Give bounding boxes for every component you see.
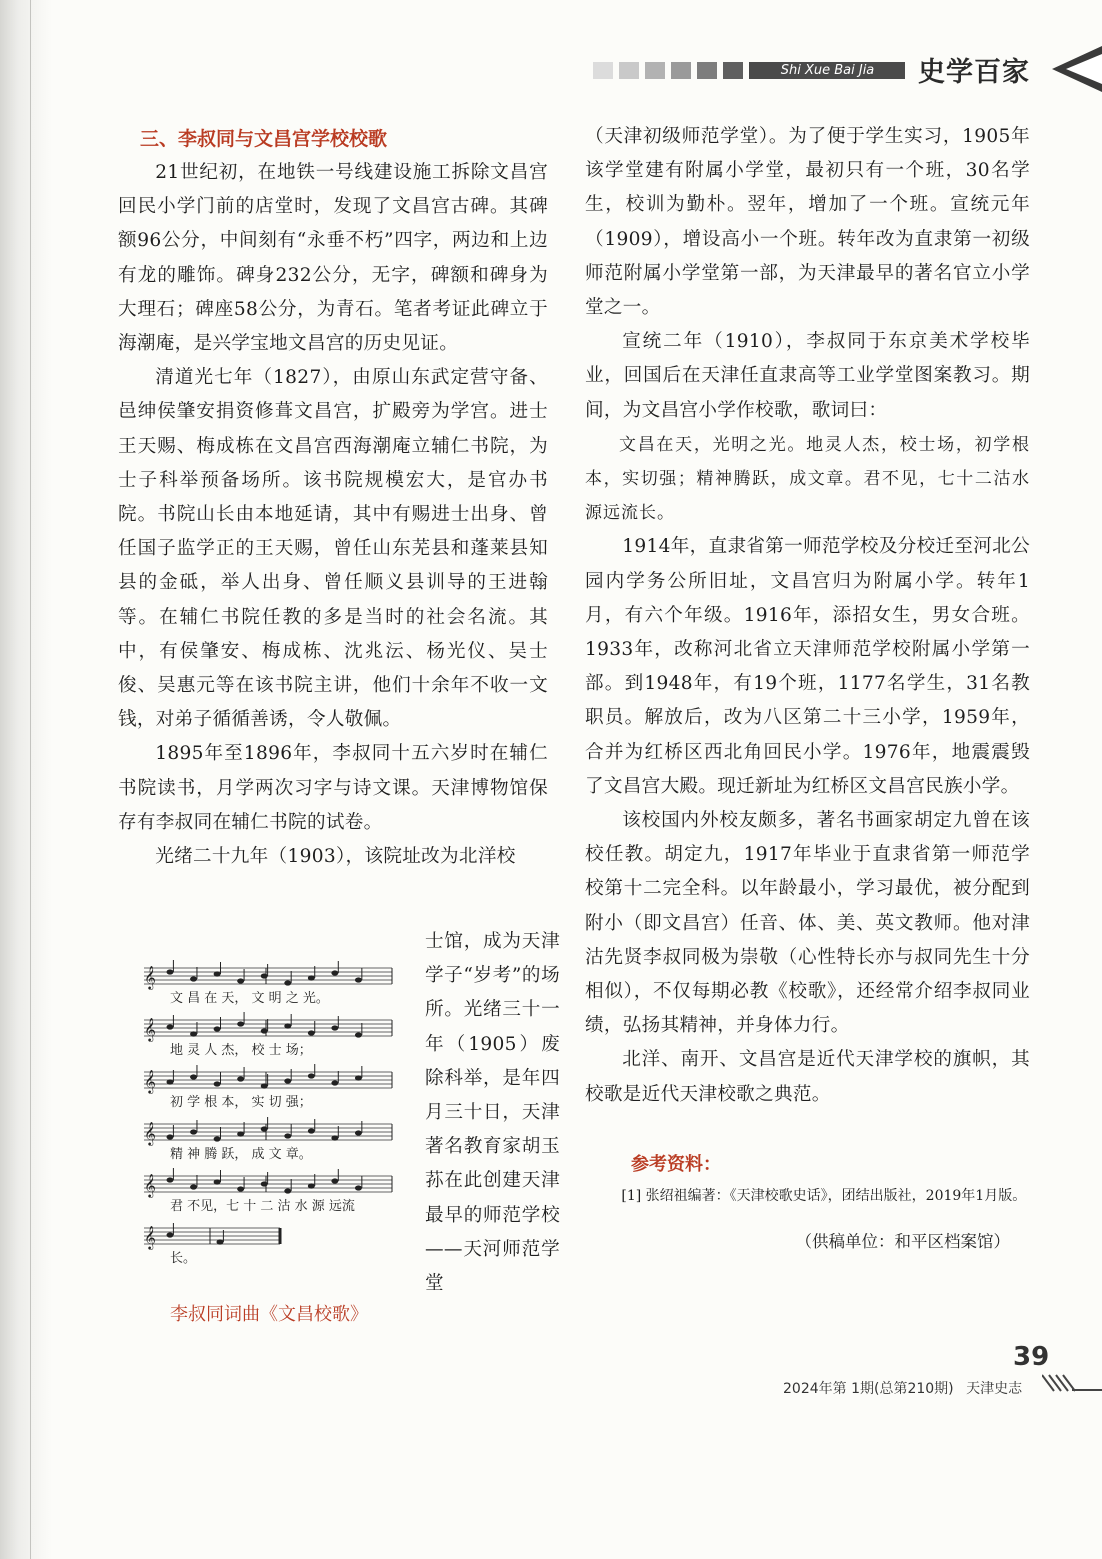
- score-lyric-line: 初 学 根 本， 实 切 强；: [170, 1095, 312, 1110]
- score-staff-row: [144, 1168, 392, 1214]
- page-gutter-line: [30, 0, 31, 1559]
- score-staff-row: [144, 1117, 392, 1162]
- section-title: 三、李叔同与文昌宫学校校歌: [140, 128, 388, 150]
- score-note: [214, 1136, 221, 1141]
- score-staff-row: [144, 1223, 280, 1266]
- score-note: [331, 1135, 338, 1140]
- score-note: [217, 1239, 224, 1244]
- right-paragraph-1: （天津初级师范学堂）。为了便于学生实习，1905年该学堂建有附属小学堂，最初只有一个班，30名学生，校训为勤朴。翌年，增加了一个班。宣统元年（1909），增设高小一个班。转年改为直隶第一初级师范附属小学堂第一部，为天津最早的著名官立小学堂之一。: [585, 126, 1030, 319]
- score-lyric-line: 精 神 腾 跃， 成 文 章。: [170, 1147, 312, 1162]
- score-note: [214, 971, 221, 976]
- score-note: [167, 1134, 174, 1139]
- score-lyric-line: 长。: [170, 1251, 197, 1266]
- header-block: [671, 62, 691, 79]
- score-note: [331, 970, 338, 975]
- score-note: [261, 1181, 268, 1186]
- treble-clef-icon: 𝄞: [144, 1017, 156, 1041]
- page-number: 39: [1013, 1342, 1050, 1372]
- right-paragraph-3: 1914年，直隶省第一师范学校及分校迁至河北公园内学务公所旧址，文昌宫归为附属小学。转年1月，有六个年级。1916年，添招女生，男女合班。1933年，改称河北省立天津师范学校附属小学第一部。到1948年，有19个班，1177名学生，31名教职员。解放后，改为八区第二十三小学，1959年，合并为红桥区西北角回民小学。1976年，地震震毁了文昌宫大殿。现迁新址为红桥区文昌宫民族小学。: [585, 536, 1030, 797]
- score-note: [355, 1185, 362, 1190]
- score-note: [261, 1126, 268, 1131]
- score-note: [214, 1081, 221, 1086]
- score-note: [308, 1073, 315, 1078]
- score-note: [167, 1079, 174, 1084]
- score-note: [167, 969, 174, 974]
- school-song-lyrics: 文昌在天，光明之光。地灵人杰，校士场，初学根本，实切强；精神腾跃，成文章。君不见，七十二沽水源远流长。: [585, 434, 1030, 524]
- score-note: [237, 978, 244, 983]
- left-paragraph-3: 1895年至1896年，李叔同十五六岁时在辅仁书院读书，月学两次习字与诗文课。天津博物馆保存有李叔同在辅仁书院的试卷。: [118, 743, 548, 833]
- score-note: [308, 975, 315, 980]
- header-series-title: 史学百家: [918, 57, 1030, 88]
- score-note: [167, 1024, 174, 1029]
- footer-journal-name: 天津史志: [966, 1381, 1023, 1397]
- score-note: [284, 1078, 291, 1083]
- source-credit: （供稿单位：和平区档案馆）: [795, 1231, 1010, 1251]
- left-wrapped-paragraph: 士馆，成为天津学子“岁考”的场所。光绪三十一年（1905）废除科举，是年四月三十日，天津著名教育家胡玉荪在此创建天津最早的师范学校——天河师范学堂: [425, 931, 560, 1295]
- score-note: [190, 1074, 197, 1079]
- score-note: [308, 1183, 315, 1188]
- header-block: [723, 62, 743, 79]
- score-note: [261, 973, 268, 978]
- references-title: 参考资料：: [631, 1153, 721, 1175]
- score-note: [190, 1031, 197, 1036]
- score-staff-row: [144, 1012, 392, 1058]
- score-staff-row: [144, 960, 392, 1006]
- score-caption: 李叔同词曲《文昌校歌》: [170, 1304, 368, 1325]
- score-note: [355, 1075, 362, 1080]
- score-note: [355, 1032, 362, 1037]
- right-column: [585, 120, 1030, 1252]
- score-note: [261, 1028, 268, 1033]
- score-note: [190, 1184, 197, 1189]
- score-note: [355, 977, 362, 982]
- left-paragraph-4: 光绪二十九年（1903），该院址改为北洋校: [155, 846, 516, 868]
- score-note: [214, 1026, 221, 1031]
- left-column: [118, 120, 548, 874]
- score-lyric-line: 地 灵 人 杰， 校 士 场；: [170, 1043, 312, 1058]
- score-note: [284, 1133, 291, 1138]
- left-paragraph-1: 21世纪初，在地铁一号线建设施工拆除文昌宫回民小学门前的店堂时，发现了文昌宫古碑。其碑额96公分，中间刻有“永垂不朽”四字，两边和上边有龙的雕饰。碑身232公分，无字，碑额和碑身为大理石；碑座58公分，为青石。笔者考证此碑立于海潮庵，是兴学宝地文昌宫的历史见证。: [118, 162, 548, 355]
- score-note: [167, 1177, 174, 1182]
- reference-item: [1] 张绍祖编著：《天津校歌史话》，团结出版社，2019年1月版。: [621, 1187, 1027, 1204]
- score-note: [237, 1131, 244, 1136]
- book-spine-shadow: [0, 0, 52, 1559]
- header-block: [697, 62, 717, 79]
- right-paragraph-5: 北洋、南开、文昌宫是近代天津学校的旗帜，其校歌是近代天津校歌之典范。: [585, 1049, 1030, 1105]
- score-note: [284, 1023, 291, 1028]
- header-block: [593, 62, 613, 79]
- score-note: [237, 1186, 244, 1191]
- music-score: [140, 960, 400, 1280]
- right-paragraph-4: 该校国内外校友颇多，著名书画家胡定九曾在该校任教。胡定九，1917年毕业于直隶省第一师范学校第十二完全科。以年龄最小，学习最优，被分配到附小（即文昌宫）任音、体、美、英文教师。他对津沽先贤李叔同极为崇敬（心性特长亦与叔同先生十分相似），不仅每期必教《校歌》，还经常介绍李叔同业绩，弘扬其精神，并身体力行。: [585, 810, 1030, 1037]
- left-wrapped-text: [425, 925, 560, 1301]
- score-staff-row: [144, 1064, 392, 1110]
- score-note: [308, 1128, 315, 1133]
- score-note: [284, 1188, 291, 1193]
- score-lyric-line: 文 昌 在 天， 文 明 之 光。: [170, 991, 329, 1006]
- score-note: [167, 1232, 174, 1237]
- score-note: [190, 976, 197, 981]
- footer-stripes-icon: [1042, 1373, 1102, 1393]
- right-paragraph-2: 宣统二年（1910），李叔同于东京美术学校毕业，回国后在天津任直隶高等工业学堂图案教习。期间，为文昌宫小学作校歌，歌词曰：: [585, 331, 1030, 421]
- score-note: [237, 1076, 244, 1081]
- score-note: [308, 1030, 315, 1035]
- score-note: [190, 1129, 197, 1134]
- treble-clef-icon: 𝄞: [144, 1225, 156, 1249]
- score-note: [331, 1025, 338, 1030]
- left-paragraph-2: 清道光七年（1827），由原山东武定营守备、邑绅侯肇安捐资修葺文昌宫，扩殿旁为学宫。进士王天赐、梅成栋在文昌宫西海潮庵立辅仁书院，为士子科举预备场所。该书院规模宏大，是官办书院。书院山长由本地延请，其中有赐进士出身、曾任国子监学正的王天赐，曾任山东芜县和蓬莱县知县的金砥，举人出身、曾任顺义县训导的王进翰等。在辅仁书院任教的多是当时的社会名流。其中，有侯肇安、梅成栋、沈兆沄、杨光仪、吴士俊、吴惠元等在该书院主讲，他们十余年不收一文钱，对弟子循循善诱，令人敬佩。: [118, 367, 548, 731]
- score-note: [284, 980, 291, 985]
- treble-clef-icon: 𝄞: [144, 965, 156, 989]
- score-note: [237, 1021, 244, 1026]
- score-note: [331, 1178, 338, 1183]
- treble-clef-icon: 𝄞: [144, 1121, 156, 1145]
- treble-clef-icon: 𝄞: [144, 1173, 156, 1197]
- footer-issue: [783, 1378, 1022, 1398]
- header-arrow-icon: [1052, 44, 1102, 94]
- header-block: [619, 62, 639, 79]
- score-note: [331, 1080, 338, 1085]
- header-series-en: Shi Xue Bai Jia: [750, 62, 905, 79]
- score-lyric-line: 君 不见，七 十 二 沽 水 源 远流: [170, 1199, 355, 1214]
- header-gradient-blocks: [593, 62, 769, 79]
- footer-issue-text: 2024年第 1期(总第210期): [783, 1381, 954, 1397]
- treble-clef-icon: 𝄞: [144, 1069, 156, 1093]
- header-block: [645, 62, 665, 79]
- score-note: [355, 1130, 362, 1135]
- score-note: [261, 1083, 268, 1088]
- score-note: [214, 1179, 221, 1184]
